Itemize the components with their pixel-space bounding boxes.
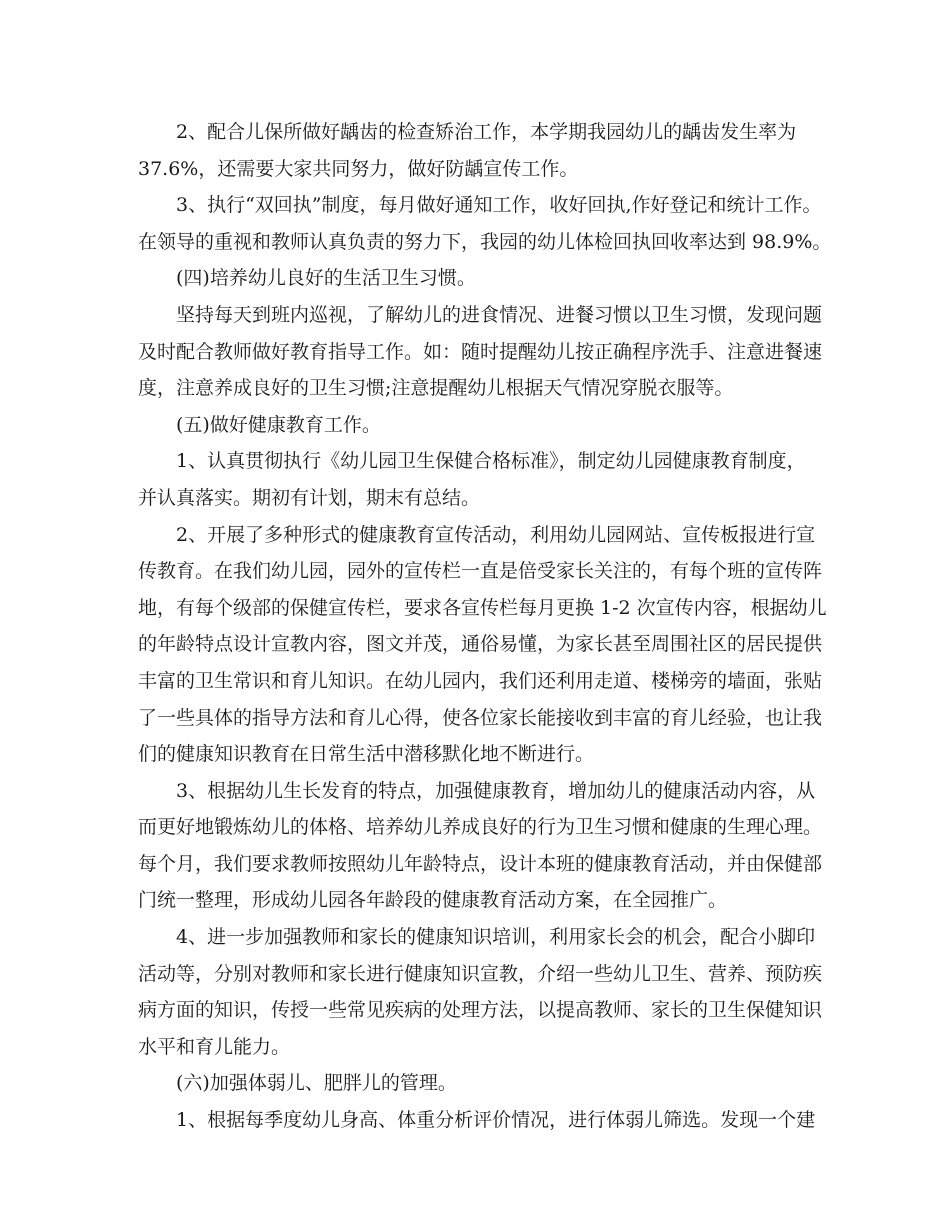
text-line: 度，注意养成良好的卫生习惯;注意提醒幼儿根据天气情况穿脱衣服等。 [138,377,734,400]
text-line: 2、配合儿保所做好龋齿的检查矫治工作，本学期我园幼儿的龋齿发生率为 [176,121,797,143]
text-line: 每个月，我们要求教师按照幼儿年龄特点，设计本班的健康教育活动，并由保健部 [138,852,823,875]
text-line: 病方面的知识，传授一些常见疾病的处理方法，以提高教师、家长的卫生保健知识 [138,999,823,1022]
text-line: 坚持每天到班内巡视，了解幼儿的进食情况、进餐习惯以卫生习惯，发现问题 [176,303,823,326]
text-line: 的年龄特点设计宣教内容，图文并茂，通俗易懂，为家长甚至周围社区的居民提供 [138,633,823,656]
text-line: 传教育。在我们幼儿园，园外的宣传栏一直是倍受家长关注的，有每个班的宣传阵 [138,560,823,583]
text-line: 在领导的重视和教师认真负责的努力下，我园的幼儿体检回执回收率达到 98.9%。 [138,230,832,253]
text-line: 们的健康知识教育在日常生活中潜移默化地不断进行。 [138,743,595,766]
text-line: 3、执行“双回执”制度，每月做好通知工作，收好回执,作好登记和统计工作。 [176,194,822,217]
text-line: 活动等，分别对教师和家长进行健康知识宣教，介绍一些幼儿卫生、营养、预防疾 [138,962,823,985]
text-line: 水平和育儿能力。 [138,1035,291,1058]
text-line: 丰富的卫生常识和育儿知识。在幼儿园内，我们还利用走道、楼梯旁的墙面，张贴 [138,669,823,692]
document-body [138,114,832,1139]
section-heading: (四)培养幼儿良好的生活卫生习惯。 [176,267,476,290]
text-line: 并认真落实。期初有计划，期末有总结。 [138,486,481,509]
text-line: 及时配合教师做好教育指导工作。如：随时提醒幼儿按正确程序洗手、注意进餐速 [138,340,823,363]
text-line: 37.6%，还需要大家共同努力，做好防龋宣传工作。 [138,157,579,180]
text-line: 了一些具体的指导方法和育儿心得，使各位家长能接收到丰富的育儿经验，也让我 [138,706,823,729]
section-heading: (六)加强体弱儿、肥胖儿的管理。 [176,1072,457,1095]
section-heading: (五)做好健康教育工作。 [176,413,381,436]
text-line: 2、开展了多种形式的健康教育宣传活动，利用幼儿园网站、宣传板报进行宣 [176,523,816,546]
text-line: 4、进一步加强教师和家长的健康知识培训，利用家长会的机会，配合小脚印 [176,926,816,949]
text-line: 地，有每个级部的保健宣传栏，要求各宣传栏每月更换 1-2 次宣传内容，根据幼儿 [138,596,827,619]
text-line: 3、根据幼儿生长发育的特点，加强健康教育，增加幼儿的健康活动内容，从 [176,779,816,802]
text-line: 1、认真贯彻执行《幼儿园卫生保健合格标准》，制定幼儿园健康教育制度， [176,450,806,473]
text-line: 而更好地锻炼幼儿的体格、培养幼儿养成良好的行为卫生习惯和健康的生理心理。 [138,816,823,839]
text-line: 1、根据每季度幼儿身高、体重分析评价情况，进行体弱儿筛选。发现一个建 [176,1109,816,1132]
text-line: 门统一整理，形成幼儿园各年龄段的健康教育活动方案，在全园推广。 [138,889,728,912]
